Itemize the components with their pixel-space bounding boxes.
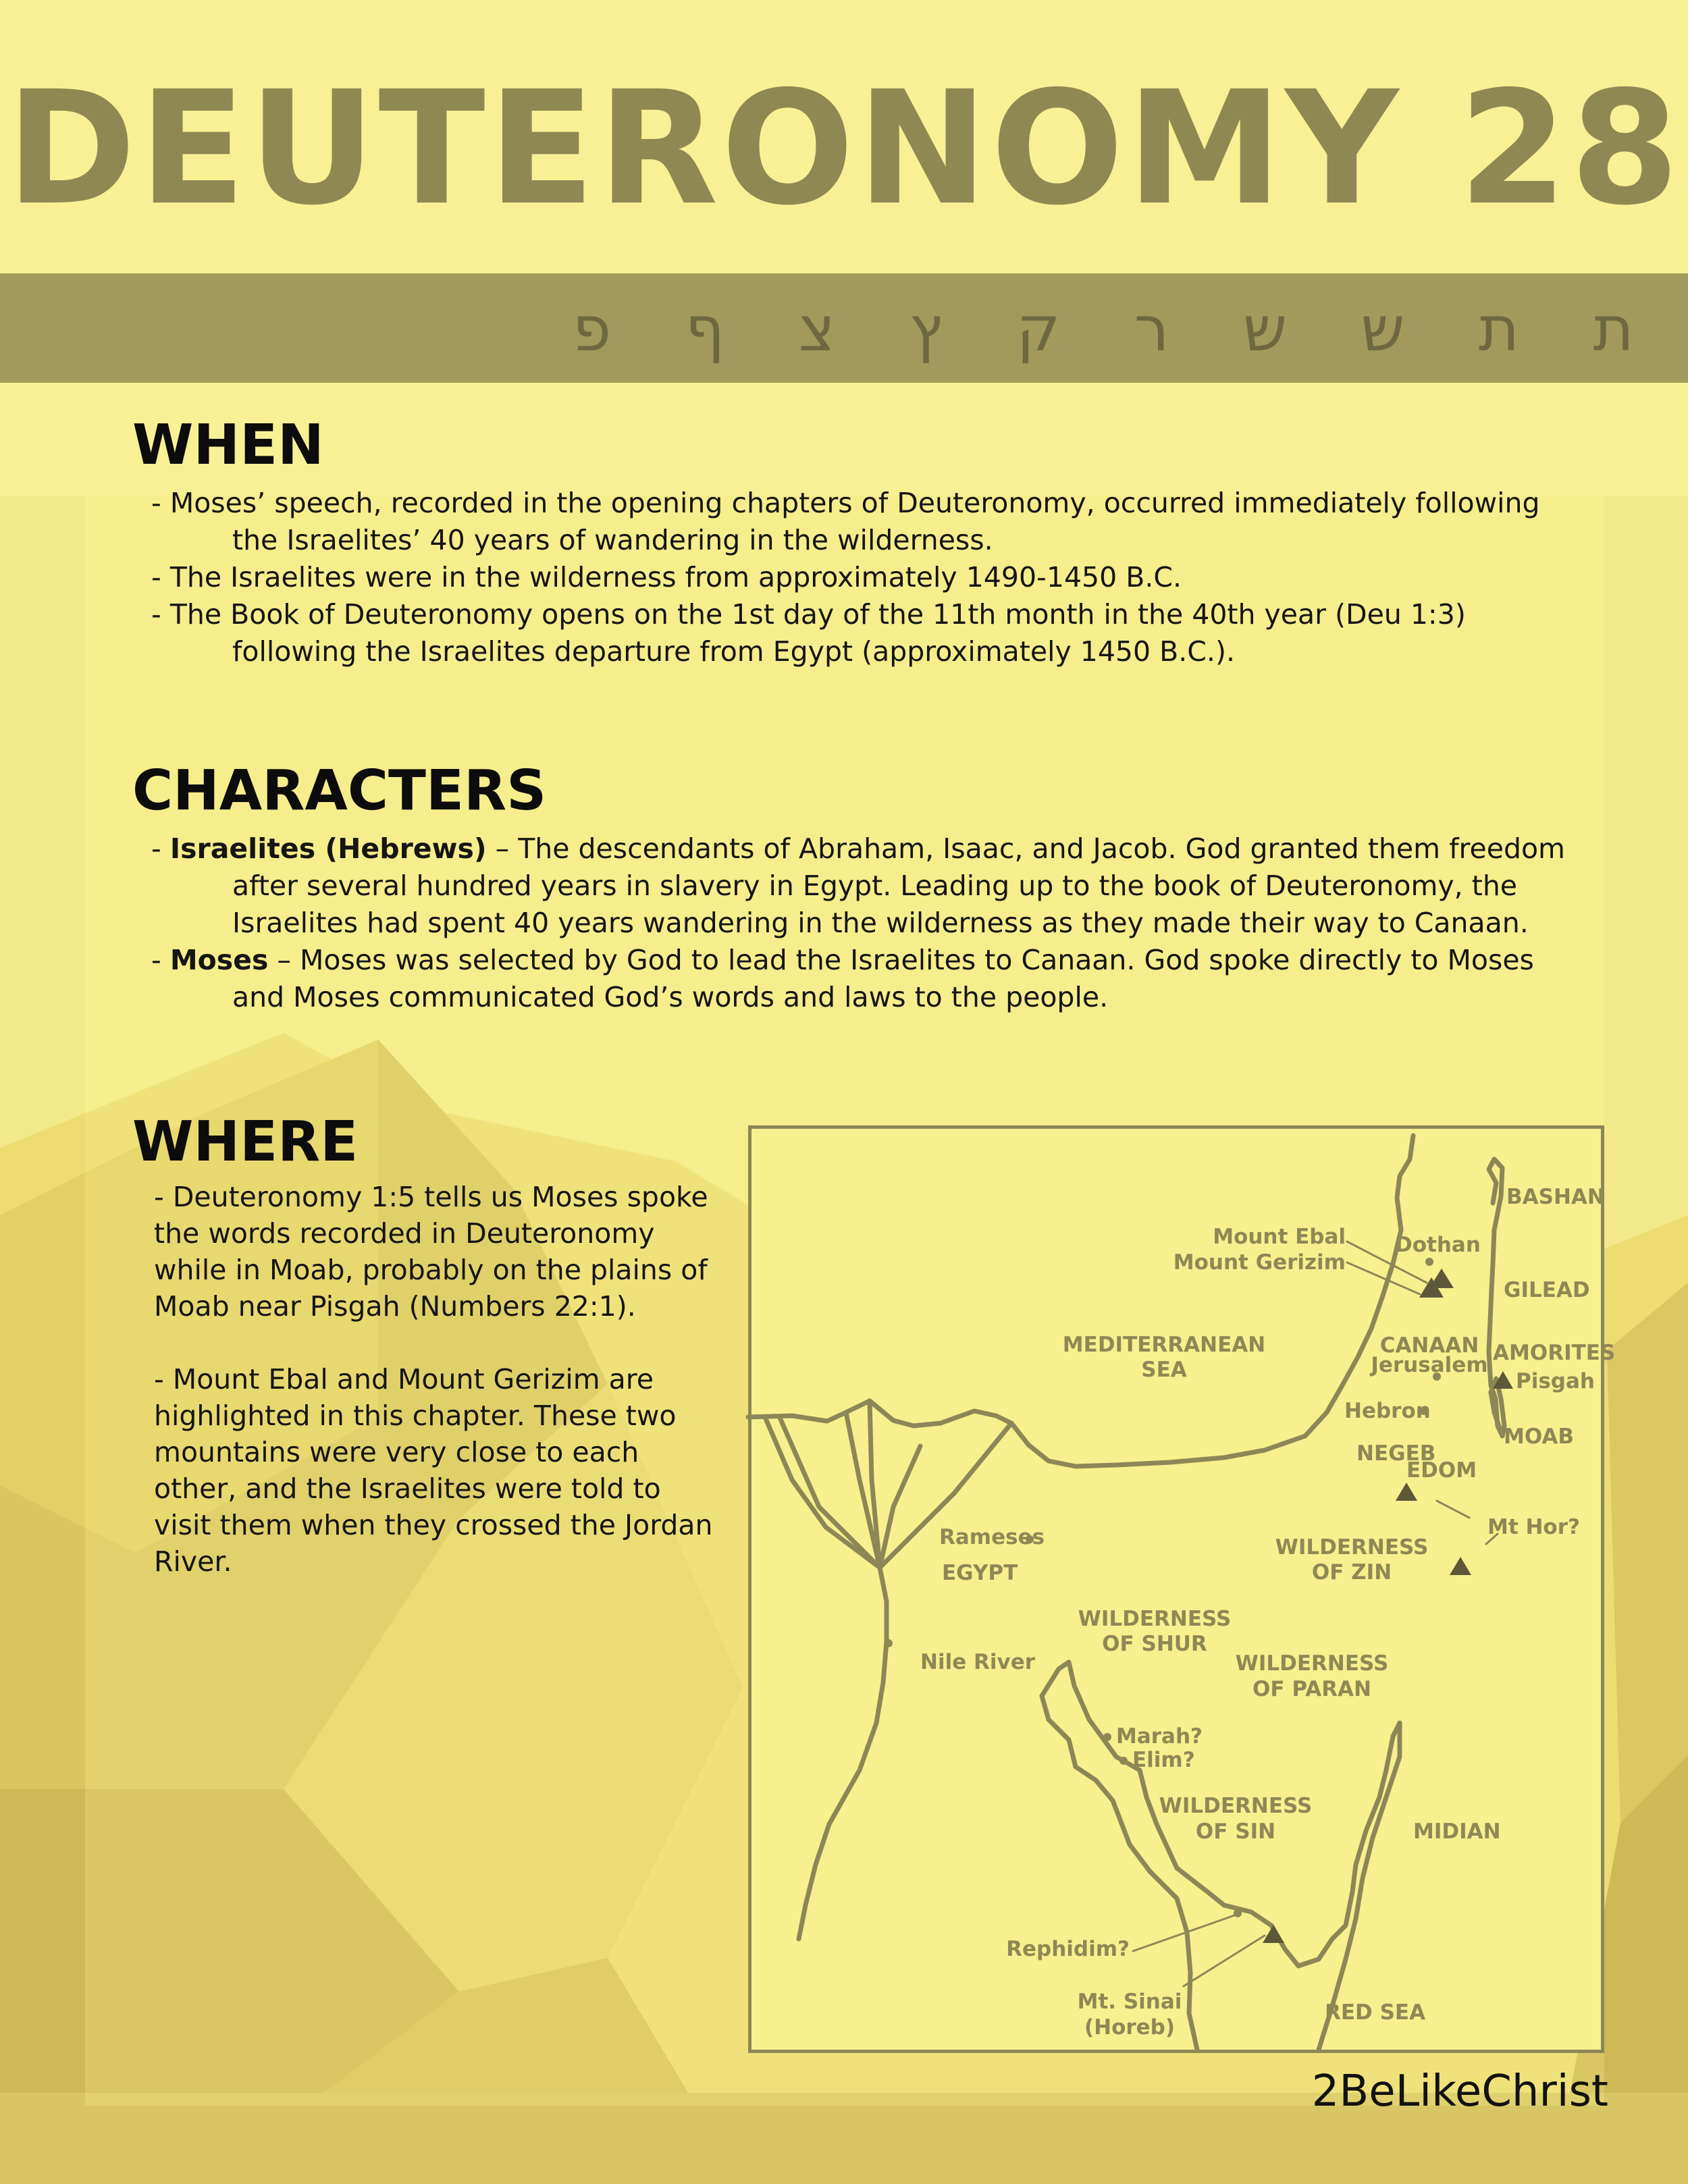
- where-paragraph: - Deuteronomy 1:5 tells us Moses spoke the words recorded in Deuteronomy while in Moab, probably on the plains of Moab near Pisgah (Numbers 22:1).: [154, 1181, 708, 1323]
- where-heading: WHERE: [132, 1110, 359, 1174]
- label-of-paran: OF PARAN: [1252, 1677, 1371, 1701]
- label-mount-gerizim: Mount Gerizim: [1173, 1250, 1346, 1275]
- label-negeb: NEGEB: [1356, 1441, 1436, 1466]
- where-paragraph: - Mount Ebal and Mount Gerizim are highlighted in this chapter. These two mountains were very close to each other, and the Israelites were told to visit them when they crossed the Jordan River.: [154, 1363, 713, 1578]
- map-drawing: [751, 1129, 1616, 2050]
- label-elim: Elim?: [1132, 1748, 1195, 1772]
- map: [748, 1125, 1616, 2053]
- dothan-dot: [1425, 1258, 1433, 1266]
- label-jerusalem: Jerusalem: [1371, 1353, 1488, 1377]
- label-nile-river: Nile River: [920, 1650, 1036, 1674]
- label-rameses: Rameses: [939, 1525, 1045, 1549]
- label-egypt: EGYPT: [942, 1561, 1018, 1585]
- label-wilderness-shur: WILDERNESS: [1078, 1607, 1232, 1631]
- where-section: [132, 1110, 727, 1580]
- characters-section: [132, 759, 1591, 1016]
- label-gilead: GILEAD: [1504, 1278, 1590, 1302]
- character-name: Israelites (Hebrews): [169, 832, 487, 865]
- label-of-sin: OF SIN: [1195, 1819, 1276, 1844]
- edom-mountain-marker: [1396, 1483, 1417, 1501]
- character-item: [132, 830, 1591, 942]
- rephidim-dot: [1234, 1909, 1242, 1917]
- when-item: - Moses’ speech, recorded in the opening chapters of Deuteronomy, occurred immediately following the Israelites’ 40 years of wandering in the wilderness.: [151, 487, 1540, 556]
- label-edom: EDOM: [1406, 1458, 1477, 1483]
- when-list: [132, 485, 1591, 670]
- label-horeb: (Horeb): [1084, 2015, 1176, 2040]
- elim-dot: [1119, 1757, 1128, 1765]
- label-wilderness-sin: WILDERNESS: [1159, 1794, 1313, 1818]
- mt-hor-marker: [1450, 1557, 1471, 1575]
- label-midian: MIDIAN: [1413, 1819, 1501, 1844]
- label-mt-sinai: Mt. Sinai: [1077, 1990, 1182, 2014]
- label-of-zin: OF ZIN: [1311, 1560, 1392, 1584]
- label-rephidim: Rephidim?: [1006, 1937, 1130, 1961]
- mt-sinai-marker: [1263, 1925, 1284, 1943]
- label-sea: SEA: [1141, 1358, 1187, 1382]
- character-name: Moses: [169, 944, 269, 976]
- label-pisgah: Pisgah: [1516, 1369, 1595, 1393]
- label-wilderness-paran: WILDERNESS: [1235, 1651, 1389, 1676]
- marah-dot: [1103, 1733, 1111, 1741]
- where-text: [132, 1179, 727, 1580]
- label-hebron: Hebron: [1344, 1399, 1431, 1423]
- label-dothan: Dothan: [1395, 1233, 1481, 1257]
- when-heading: WHEN: [132, 413, 324, 477]
- leader-line: [1437, 1501, 1469, 1518]
- nile-river: [799, 1568, 887, 1939]
- label-marah: Marah?: [1116, 1724, 1203, 1749]
- characters-heading: CHARACTERS: [132, 759, 547, 823]
- characters-list: [132, 830, 1591, 1016]
- label-mediterranean: MEDITERRANEAN: [1062, 1333, 1266, 1357]
- label-of-shur: OF SHUR: [1102, 1632, 1207, 1656]
- brand-name: 2BeLikeChrist: [1311, 2067, 1608, 2116]
- when-item: - The Israelites were in the wilderness from approximately 1490-1450 B.C.: [151, 561, 1182, 593]
- character-description: – Moses was selected by God to lead the Israelites to Canaan. God spoke directly to Moses and Moses communicated God’s words and laws to the people.: [232, 944, 1534, 1013]
- when-item: - The Book of Deuteronomy opens on the 1st day of the 11th month in the 40th year (Deu 1:3) following the Israelites departure from Egypt (approximately 1450 B.C.).: [151, 598, 1466, 668]
- hebrew-letters: ת ת ש ש ר ק ץ צ ף פ: [572, 293, 1661, 365]
- character-prefix: -: [151, 832, 170, 865]
- label-mount-ebal: Mount Ebal: [1213, 1225, 1346, 1249]
- label-mt-hor: Mt Hor?: [1487, 1515, 1580, 1539]
- hebrew-letters-band: [0, 273, 1688, 383]
- label-bashan: BASHAN: [1506, 1185, 1605, 1209]
- leader-line: [1184, 1936, 1265, 1986]
- character-prefix: -: [151, 944, 170, 976]
- nile-river-dot: [885, 1639, 893, 1647]
- label-red-sea: RED SEA: [1325, 2000, 1426, 2025]
- label-amorites: AMORITES: [1493, 1341, 1616, 1365]
- page-title: DEUTERONOMY 28: [6, 57, 1682, 240]
- label-canaan: CANAAN: [1379, 1333, 1479, 1358]
- character-item: [132, 942, 1591, 1016]
- label-wilderness-zin: WILDERNESS: [1275, 1535, 1429, 1560]
- character-description: – The descendants of Abraham, Isaac, and Jacob. God granted them freedom after several hundred years in slavery in Egypt. Leading up to the book of Deuteronomy, the Israelites had spent 40 years wandering in the wilderness as they made their way to Canaan.: [232, 832, 1565, 939]
- when-section: [132, 413, 1591, 670]
- label-moab: MOAB: [1504, 1424, 1574, 1449]
